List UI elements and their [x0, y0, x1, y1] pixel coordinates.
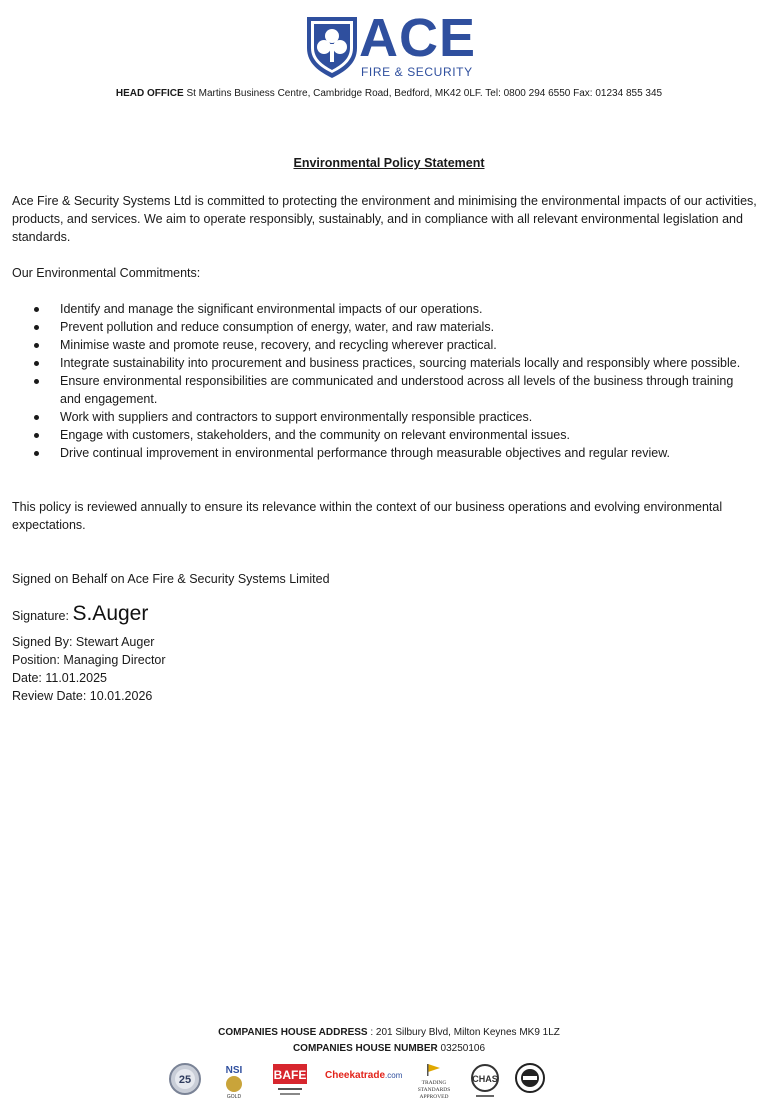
years-badge-icon	[168, 1062, 202, 1096]
head-office-address: St Martins Business Centre, Cambridge Road, Bedford, MK42 0LF. Tel: 0800 294 6550 Fax: 01234 855 345	[186, 88, 663, 99]
address-label: COMPANIES HOUSE ADDRESS	[218, 1027, 368, 1038]
signature-row	[12, 602, 166, 633]
svg-text:CHAS: CHAS	[472, 1074, 498, 1084]
svg-text:25: 25	[178, 1074, 192, 1086]
intro-paragraph: Ace Fire & Security Systems Ltd is committed to protecting the environment and minimising the environmental impacts of our activities, products, and services. We aim to operate responsibly, sustainably, and in compliance with all relevant environmental legislation and standards.	[12, 194, 757, 244]
list-item: Drive continual improvement in environmental performance through measurable objectives and regular review.	[12, 444, 757, 462]
cheekatrade-badge: Cheekatrade.com	[325, 1070, 403, 1081]
bullet-icon	[34, 451, 39, 456]
bullet-icon	[34, 379, 39, 384]
review-date: Review Date: 10.01.2026	[12, 689, 153, 703]
accreditation-seal-badge	[514, 1062, 546, 1098]
signed-by: Signed By: Stewart Auger	[12, 635, 155, 649]
bullet-icon	[34, 361, 39, 366]
signature-label: Signature:	[12, 609, 69, 623]
number-text: 03250106	[440, 1043, 486, 1054]
head-office-label: HEAD OFFICE	[115, 88, 184, 99]
chas-logo-icon	[468, 1062, 502, 1100]
svg-text:APPROVED: APPROVED	[419, 1094, 449, 1100]
head-office-line	[0, 88, 778, 99]
club-shield-icon	[304, 14, 360, 80]
review-paragraph: This policy is reviewed annually to ensure its relevance within the context of our business operations and evolving environmental expectations.	[12, 500, 723, 532]
list-item: Engage with customers, stakeholders, and the community on relevant environmental issues.	[12, 426, 757, 444]
nsi-gold-icon	[222, 1062, 246, 1100]
commitments-heading: Our Environmental Commitments:	[12, 266, 201, 280]
list-item: Minimise waste and promote reuse, recovery, and recycling wherever practical.	[12, 336, 757, 354]
date: Date: 11.01.2025	[12, 671, 107, 685]
logo-wordmark: ACE	[359, 8, 477, 68]
list-item: Integrate sustainability into procurement and business practices, sourcing materials locally and responsibly where possible.	[12, 354, 757, 372]
page-title: Environmental Policy Statement	[293, 156, 485, 170]
bafe-badge	[272, 1062, 308, 1104]
address-text: : 201 Silbury Blvd, Milton Keynes MK9 1LZ	[370, 1027, 560, 1038]
svg-text:STANDARDS: STANDARDS	[417, 1087, 451, 1093]
bullet-icon	[34, 415, 39, 420]
bullet-icon	[34, 343, 39, 348]
number-label: COMPANIES HOUSE NUMBER	[292, 1043, 438, 1054]
signed-on-behalf: Signed on Behalf on Ace Fire & Security Systems Limited	[12, 572, 330, 586]
list-item: Ensure environmental responsibilities are communicated and understood across all levels of the business through training and engagement.	[12, 372, 757, 408]
ace-logo	[304, 8, 477, 80]
list-item: Prevent pollution and reduce consumption of energy, water, and raw materials.	[12, 318, 757, 336]
bafe-logo-icon	[272, 1062, 308, 1100]
svg-text:NSI: NSI	[225, 1065, 243, 1076]
position: Position: Managing Director	[12, 653, 166, 667]
accreditation-seal-icon	[514, 1062, 546, 1094]
trading-standards-badge	[414, 1062, 454, 1106]
svg-text:GOLD: GOLD	[226, 1094, 242, 1100]
bullet-icon	[34, 325, 39, 330]
svg-text:BAFE: BAFE	[273, 1068, 307, 1082]
nsi-badge	[222, 1062, 246, 1104]
years-badge	[168, 1062, 202, 1100]
chas-badge	[468, 1062, 502, 1104]
accreditation-badges	[168, 1062, 558, 1102]
commitments-list	[12, 300, 757, 462]
companies-house-number	[0, 1043, 778, 1054]
list-item: Work with suppliers and contractors to support environmentally responsible practices.	[12, 408, 757, 426]
bullet-icon	[34, 307, 39, 312]
trading-standards-icon	[414, 1062, 454, 1102]
signature-value: S.Auger	[72, 602, 149, 625]
companies-house-address	[0, 1027, 778, 1038]
logo-tagline: FIRE & SECURITY	[361, 65, 473, 79]
svg-text:TRADING: TRADING	[421, 1080, 447, 1086]
list-item: Identify and manage the significant environmental impacts of our operations.	[12, 300, 757, 318]
signature-block	[12, 602, 166, 705]
bullet-icon	[34, 433, 39, 438]
